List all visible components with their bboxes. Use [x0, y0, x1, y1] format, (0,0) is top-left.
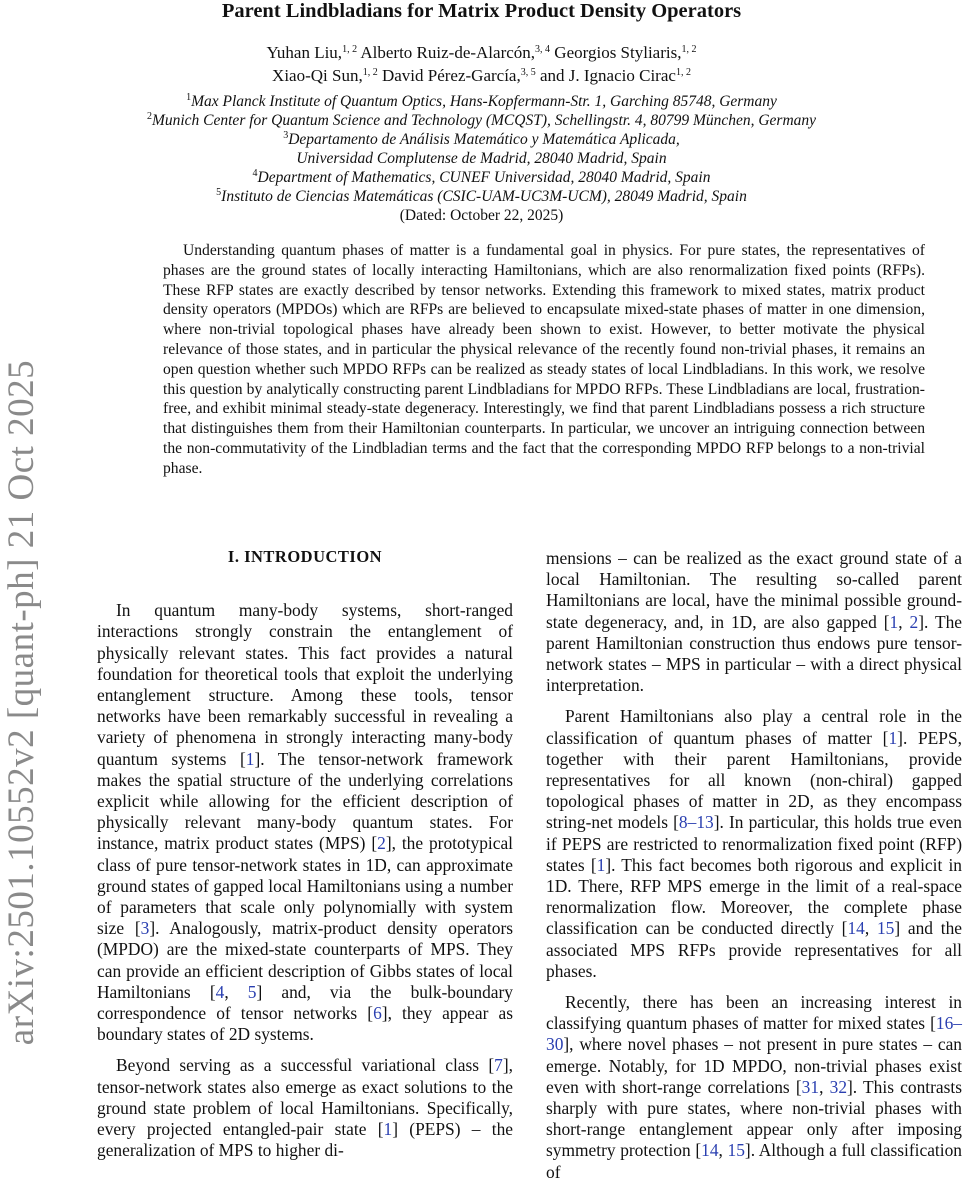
affiliation-text: Department of Mathematics, CUNEF Universidad, 28040 Madrid, Spain [257, 169, 711, 186]
body-text: ]. This fact becomes both rigorous and explicit in 1D. There, RFP MPS emerge in the limit of a real-space renormalization flow. Moreover, the complete phase classification can be conducted directly [546, 854, 962, 939]
paragraph [546, 706, 962, 982]
body-text: [ [209, 981, 216, 1002]
affiliation-line [0, 92, 963, 111]
author-list [0, 41, 963, 87]
left-column-body [97, 600, 513, 1161]
body-text: ], the prototypical class of pure tensor-network states in 1D, can approximate ground states of gapped local Hamiltonians using a number of parameters that scale only polynomially with system size [97, 833, 514, 939]
affiliations [0, 92, 963, 225]
author-affil-sup: 3, 4 [535, 44, 551, 55]
body-text: [ [371, 833, 378, 854]
citation-link[interactable]: 15 [727, 1140, 745, 1161]
author-name: and J. Ignacio Cirac [539, 66, 676, 85]
citation-link[interactable]: 1 [889, 611, 899, 632]
citation-link[interactable]: 14 [701, 1140, 719, 1161]
citation-link[interactable]: 15 [876, 918, 895, 939]
author-name: Xiao-Qi Sun, [272, 66, 363, 85]
body-text: ], they appear as boundary states of 2D systems. [97, 1003, 513, 1045]
author-affil-sup: 1, 2 [675, 67, 691, 78]
body-text: Beyond serving as a successful variational class [116, 1055, 489, 1076]
body-text: [ [883, 611, 890, 632]
body-text: [ [673, 812, 679, 833]
body-text: mensions – can be realized as the exact ground state of a local Hamiltonian. The resulting so-called parent Hamiltonians are local, have the minimal possible ground-state degeneracy, and, in 1D, are also gapped [546, 548, 962, 632]
author-name: Georgios Styliaris, [554, 43, 682, 62]
paragraph [97, 600, 513, 1045]
body-text: ], tensor-network states also emerge as exact solutions to the ground state problem of local Hamiltonians. Specifically, every projected entangled-pair state [97, 1055, 513, 1140]
body-text: , [898, 611, 910, 632]
affiliation-line [0, 149, 963, 168]
body-text: ]. Analogously, matrix-product density operators (MPDO) are the mixed-state counterparts of MPS. They can provide an efficient description of Gibbs states of local Hamiltonians [97, 918, 513, 1002]
citation-link[interactable]: 31 [801, 1076, 820, 1097]
citation-link[interactable]: 2 [377, 833, 386, 854]
citation-link[interactable]: 14 [847, 918, 865, 939]
affiliation-line [0, 111, 963, 130]
body-text: , [864, 918, 877, 939]
author-line-2 [0, 64, 963, 87]
body-text: [ [795, 1076, 802, 1097]
arxiv-id: arXiv:2501.10552v2 [quant-ph] 21 Oct 2025 [1, 359, 43, 1046]
body-text: Parent Hamiltonians also play a central role in the classification of quantum phases of matter [546, 706, 962, 748]
affiliation-line [0, 130, 963, 149]
body-text: [ [367, 1003, 374, 1024]
body-text: Recently, there has been an increasing interest in classifying quantum phases of matter for mixed states [546, 992, 962, 1034]
author-name: David Pérez-García, [381, 66, 521, 85]
affiliation-number: 1 [186, 92, 192, 103]
body-text: , [718, 1140, 728, 1161]
body-text: ]. In particular, this holds true even if PEPS are restricted to renormalization fixed point (RFP) states [546, 812, 962, 875]
citation-link[interactable]: 1 [888, 727, 898, 748]
citation-link[interactable]: 1 [383, 1119, 393, 1140]
body-text: , [224, 981, 248, 1002]
body-text: ]. PEPS, together with their parent Hamiltonians, provide representatives for all known (non-chiral) gapped topological phases of matter in 2D, as they encompass string-net models [546, 727, 962, 833]
body-text: [ [239, 748, 246, 769]
author-affil-sup: 1, 2 [681, 44, 697, 55]
body-text: [ [930, 1013, 936, 1034]
affiliation-number: 3 [283, 130, 289, 141]
author-name: Alberto Ruiz-de-Alarcón, [360, 43, 536, 62]
affiliation-text: Max Planck Institute of Quantum Optics, Hans-Kopfermann-Str. 1, Garching 85748, Germany [191, 93, 777, 110]
citation-link[interactable]: 1 [245, 748, 255, 769]
left-column [97, 546, 513, 1161]
citation-link[interactable]: 3 [140, 918, 150, 939]
body-text: In quantum many-body systems, short-ranged interactions strongly constrain the entanglement of physically relevant states. This fact provides a natural foundation for theoretical tools that exploit the underlying entanglement structure. Among these tools, tensor networks have been remarkably successful in revealing a variety of phenomena in strongly interacting many-body quantum systems [97, 600, 513, 769]
paper-title: Parent Lindbladians for Matrix Product Density Operators [221, 0, 742, 22]
author-line-1 [0, 41, 963, 64]
affiliation-number: 2 [146, 111, 152, 122]
affiliation-number: 5 [216, 187, 222, 198]
arxiv-watermark [0, 215, 51, 1190]
right-column-body [546, 548, 962, 1183]
citation-link[interactable]: 16–30 [546, 1013, 962, 1055]
citation-link[interactable]: 6 [373, 1003, 382, 1024]
affiliation-line [0, 168, 963, 187]
affiliation-text: Departamento de Análisis Matemático y Matemática Aplicada, [288, 131, 680, 148]
right-column [546, 548, 962, 1183]
author-name: Yuhan Liu, [266, 43, 343, 62]
affiliation-text: Instituto de Ciencias Matemáticas (CSIC-UAM-UC3M-UCM), 28049 Madrid, Spain [221, 188, 747, 205]
author-affil-sup: 1, 2 [342, 44, 358, 55]
body-text: ]. The parent Hamiltonian construction thus endows pure tensor-network states – MPS in particular – with a direct physical interpretation. [546, 611, 962, 696]
body-text: [ [882, 727, 889, 748]
paragraph [546, 548, 962, 696]
paragraph [97, 1055, 513, 1161]
body-text: , [819, 1076, 830, 1097]
author-affil-sup: 3, 5 [520, 67, 536, 78]
body-text: ] (PEPS) – the generalization of MPS to higher di- [97, 1119, 513, 1161]
citation-link[interactable]: 5 [247, 981, 257, 1002]
body-text: ]. Although a full classification of [546, 1140, 962, 1182]
section-heading: I. INTRODUCTION [227, 547, 383, 566]
citation-link[interactable]: 1 [596, 854, 606, 875]
body-text: ] and the associated MPS RFPs provide representatives for all phases. [546, 918, 962, 981]
citation-link[interactable]: 2 [909, 611, 919, 632]
affiliation-text: Munich Center for Quantum Science and Technology (MCQST), Schellingstr. 4, 80799 München, Germany [151, 112, 817, 129]
body-text: [ [590, 854, 597, 875]
abstract: Understanding quantum phases of matter is a fundamental goal in physics. For pure states, the representatives of phases are the ground states of locally interacting Hamiltonians, which are also renormalization fixed points (RFPs). These RFP states are exactly described by tensor networks. Extending this framework to mixed states, matrix product density operators (MPDOs) which are RFPs are believed to encapsulate mixed-state phases of matter in one dimension, where non-trivial topological phases have already been shown to exist. However, to better motivate the physical relevance of those states, and in particular the physical relevance of the recently found non-trivial phases, it remains an open question whether such MPDO RFPs can be realized as steady states of local Lindbladians. In this work, we resolve this question by analytically constructing parent Lindbladians for MPDO RFPs. These Lindbladians are local, frustration-free, and exhibit minimal steady-state degeneracy. Interestingly, we find that parent Lindbladians possess a rich structure that distinguishes them from their Hamiltonian counterparts. In particular, we uncover an intriguing connection between the non-commutativity of the Lindbladian terms and the fact that the corresponding MPDO RFP belongs to a non-trivial phase. [163, 242, 925, 477]
body-text: [ [134, 918, 141, 939]
body-text: ]. This contrasts sharply with pure states, where non-trivial phases with short-range entanglement appear only after imposing symmetry protection [546, 1076, 962, 1161]
author-affil-sup: 1, 2 [362, 67, 378, 78]
citation-link[interactable]: 32 [829, 1076, 848, 1097]
citation-link[interactable]: 7 [494, 1055, 503, 1076]
body-text: [ [841, 918, 848, 939]
citation-link[interactable]: 8–13 [678, 812, 714, 833]
body-text: [ [488, 1055, 495, 1076]
body-text: ] and, via the bulk-boundary correspondence of tensor networks [97, 981, 513, 1024]
paragraph [546, 992, 962, 1183]
affiliation-text: Universidad Complutense de Madrid, 28040 Madrid, Spain [296, 150, 667, 167]
affiliation-list [0, 92, 963, 206]
body-text: ], where novel phases – not present in pure states – can emerge. Notably, for 1D MPDO, non-trivial phases exist even with short-range correlations [546, 1034, 962, 1097]
affiliation-line [0, 187, 963, 206]
body-text: ]. The tensor-network framework makes the spatial structure of the underlying correlations explicit while allowing for the efficient description of physically relevant many-body quantum states. For instance, matrix product states (MPS) [97, 748, 513, 854]
affiliation-number: 4 [252, 168, 258, 179]
date-line: (Dated: October 22, 2025) [399, 207, 564, 224]
body-text: [ [377, 1119, 384, 1140]
body-text: [ [695, 1140, 702, 1161]
citation-link[interactable]: 4 [215, 981, 225, 1002]
